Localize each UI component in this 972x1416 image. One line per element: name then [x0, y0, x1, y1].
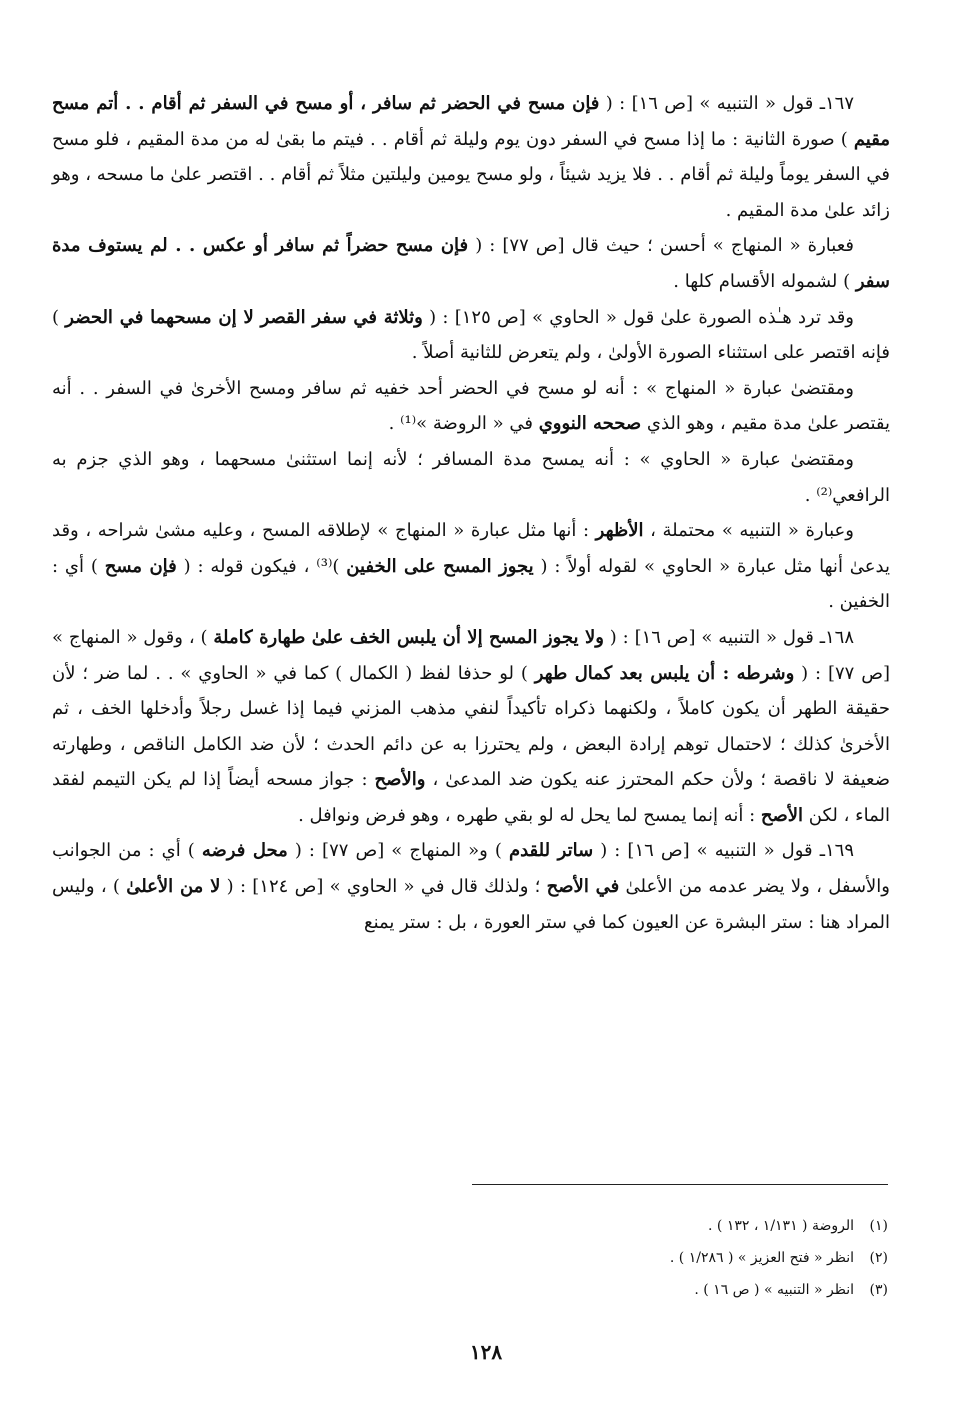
text-run: فعبارة « المنهاج » أحسن ؛ حيث قال [ص ٧٧] : ( — [468, 235, 855, 257]
text-run: : أنه إنما يمسح لما يحل له لو بقي طهره ، وهو فرض ونوافل . — [298, 804, 761, 826]
bold-quote: فإن مسح حضراً ثم سافر أو عكس . . لم يستوف مدة سفر — [52, 235, 890, 292]
bold-quote: وثلاثة في سفر القصر لا إن مسحهما في الحضر — [65, 306, 423, 328]
text-run: وقد ترد هـٰذه الصورة علىٰ قول « الحاوي » [ص ١٢٥] : ( — [422, 306, 854, 328]
text-run: ) لشموله الأقسام كلها . — [673, 270, 856, 292]
paragraph — [52, 371, 890, 442]
text-run: ) فإنه اقتصر على استثناء الصورة الأولىٰ ، ولم يتعرض للثانية أصلاً . — [52, 306, 890, 364]
text-run: ) صورة الثانية : ما إذا مسح في السفر دون يوم وليلة ثم أقام . . فيتم ما بقىٰ له من مدة المقيم ، فلو مسح في السفر يوماً وليلة ثم أقام . . فلا يزيد شيئاً ، ولو مسح يومين وليلتين مثلاً ثم أقام . . اقتصر علىٰ ما مسحه ، وهو زائد علىٰ مدة المقيم . — [52, 128, 890, 221]
text-run: ١٦٩ـ قول « التنبيه » [ص ١٦] : ( — [593, 840, 854, 862]
bold-quote: فإن مسح — [104, 555, 177, 577]
bold-quote: فإن مسح في الحضر ثم سافر ، أو مسح في السفر ثم أقام . . أتم مسح مقيم — [52, 93, 890, 150]
bold-quote: صححه النووي — [538, 413, 642, 435]
footnote-text: انظر « التنبيه » ( ص ١٦ ) . — [694, 1282, 854, 1298]
bold-quote: ساتر للقدم — [508, 840, 594, 862]
footnote-number: (١) — [869, 1218, 888, 1234]
text-run: في « الروضة »⁽¹⁾ . — [388, 413, 539, 435]
footnote — [472, 1274, 888, 1306]
text-run: ١٦٧ـ قول « التنبيه » [ص ١٦] : ( — [599, 93, 854, 114]
bold-quote: في الأصح — [546, 876, 620, 898]
footnote-text: الروضة ( ١/١٣١ ، ١٣٢ ) . — [708, 1218, 854, 1234]
paragraph — [52, 620, 890, 834]
bold-quote: محل فرضه — [201, 840, 288, 862]
text-run: ) أي : الخفين . — [52, 555, 890, 613]
paragraph — [52, 513, 890, 620]
text-run: : جواز مسحه أيضاً إذا لم يكن التيمم لفقد الماء ، لكن — [52, 769, 890, 826]
bold-quote: الأصح — [760, 804, 804, 826]
paragraph — [52, 86, 890, 228]
paragraph — [52, 833, 890, 940]
text-run: : أنها مثل عبارة « المنهاج » لإطلاقه المسح ، وعليه مشىٰ شراحه ، وقد يدعىٰ أنها مثل عبارة « الحاوي » لقوله أولاً : ( — [52, 520, 890, 577]
footnote — [472, 1242, 888, 1274]
footnote-number: (٢) — [869, 1250, 888, 1266]
text-run: ) أي : من الجوانب والأسفل ، ولا يضر عدمه من الأعلىٰ — [52, 840, 890, 898]
text-run: ) ، وقول « المنهاج » [ص ٧٧] : ( — [52, 626, 890, 684]
footnote — [472, 1210, 888, 1242]
text-run: ومقتضىٰ عبارة « الحاوي » : أنه يمسح مدة المسافر ؛ لأنه إنما استثنىٰ مسحهما ، وهو الذي جزم به الرافعي⁽²⁾ . — [52, 448, 890, 506]
text-run: ) و« المنهاج » [ص ٧٧] : ( — [287, 840, 509, 862]
text-run: ومقتضىٰ عبارة « المنهاج » : أنه لو مسح في الحضر أحد خفيه ثم سافر ومسح الأخرىٰ في السفر . . أنه يقتصر علىٰ مدة مقيم ، وهو الذي — [52, 377, 890, 435]
footnote-number: (٣) — [869, 1282, 888, 1298]
bold-quote: الأظهر — [595, 520, 644, 542]
page-number: ١٢٨ — [469, 1340, 503, 1364]
bold-quote: ولا يجوز المسح إلا أن يلبس الخف علىٰ طهارة كاملة — [213, 626, 604, 648]
bold-quote: يجوز المسح على الخفين — [346, 555, 534, 577]
text-run: ١٦٨ـ قول « التنبيه » [ص ١٦] : ( — [603, 626, 854, 648]
text-run: ) ، وليس المراد هنا : ستر البشرة عن العيون كما في ستر العورة ، بل : ستر يمنع — [52, 876, 890, 933]
bold-quote: لا من الأعلىٰ — [126, 876, 221, 898]
text-run: )⁽³⁾ ، فيكون قوله : ( — [176, 555, 347, 577]
paragraph — [52, 300, 890, 371]
footnote-divider — [472, 1184, 888, 1185]
text-run: وعبارة « التنبيه » محتملة ، — [643, 520, 854, 542]
text-run: ) لو حذفا لفظ ( الكمال ) كما في « الحاوي » . . لما ضر ؛ لأن حقيقة الطهر أن يكون كاملاً ، ولكنهما ذكراه تأكيداً لنفي مذهب المزني فيما إذا غسل رجلاً وأدخلها الخف ، ثم الأخرىٰ كذلك ؛ لاحتمال توهم إرادة البعض ، ولم يحترزا به عن دائم الحدث ؛ لأن ضد الكامل الناقص ، وطهارته ضعيفة لا ناقصة ؛ ولأن حكم المحترز عنه يكون ضد المدعىٰ ، — [52, 662, 890, 791]
footnote-text: انظر « فتح العزيز » ( ١/٢٨٦ ) . — [669, 1250, 854, 1266]
paragraph — [52, 442, 890, 513]
text-run: ؛ ولذلك قال في « الحاوي » [ص ١٢٤] : ( — [220, 876, 547, 898]
main-text — [52, 86, 890, 940]
footnotes — [472, 1210, 888, 1306]
paragraph — [52, 228, 890, 299]
bold-quote: والأصح — [374, 769, 426, 791]
bold-quote: وشرطه : أن يلبس بعد كمال طهر — [534, 662, 795, 684]
